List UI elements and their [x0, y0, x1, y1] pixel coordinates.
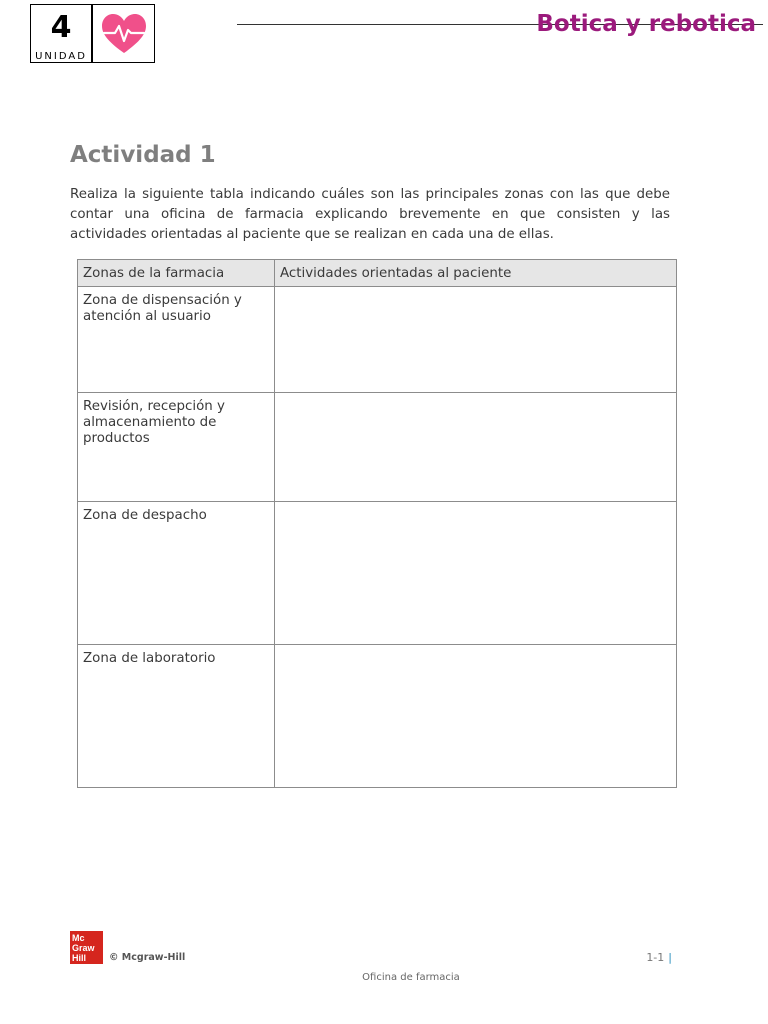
- page-separator: |: [668, 951, 672, 964]
- activity-instructions: Realiza la siguiente tabla indicando cuáles son las principales zonas con las que debe contar una oficina de farmacia explicando brevemente en que consisten y las actividades orientadas al paciente que se realizan en cada una de ellas.: [70, 187, 670, 242]
- activities-cell[interactable]: [275, 502, 677, 645]
- pharmacy-zones-table: [77, 259, 677, 788]
- publisher-logo: [70, 931, 103, 964]
- logo-line: Graw: [72, 943, 95, 953]
- table-row: [78, 287, 677, 393]
- table-row: [78, 645, 677, 788]
- activities-cell[interactable]: [275, 645, 677, 788]
- page-number: [646, 951, 672, 964]
- zone-cell: Zona de despacho: [78, 502, 275, 645]
- column-header-activities: Actividades orientadas al paciente: [275, 260, 677, 287]
- zone-cell: Zona de laboratorio: [78, 645, 275, 788]
- unit-label: UNIDAD: [35, 51, 87, 62]
- table-row: [78, 393, 677, 502]
- zone-cell: Revisión, recepción y almacenamiento de productos: [78, 393, 275, 502]
- page-number-text: 1-1: [646, 951, 665, 964]
- column-header-zones: Zonas de la farmacia: [78, 260, 275, 287]
- heart-badge: [92, 4, 155, 63]
- logo-line: Mc: [72, 933, 85, 943]
- copyright: © Mcgraw-Hill: [109, 952, 186, 963]
- document-title: Botica y rebotica: [536, 11, 756, 37]
- table-row: [78, 502, 677, 645]
- unit-badge: [30, 4, 92, 63]
- activities-cell[interactable]: [275, 287, 677, 393]
- heart-pulse-icon: [100, 13, 148, 55]
- unit-number: 4: [50, 10, 72, 45]
- logo-line: Hill: [72, 953, 87, 963]
- activities-cell[interactable]: [275, 393, 677, 502]
- activity-title: Actividad 1: [70, 142, 216, 168]
- table-header-row: [78, 260, 677, 287]
- footer-text: Oficina de farmacia: [362, 972, 460, 983]
- zone-cell: Zona de dispensación y atención al usuario: [78, 287, 275, 393]
